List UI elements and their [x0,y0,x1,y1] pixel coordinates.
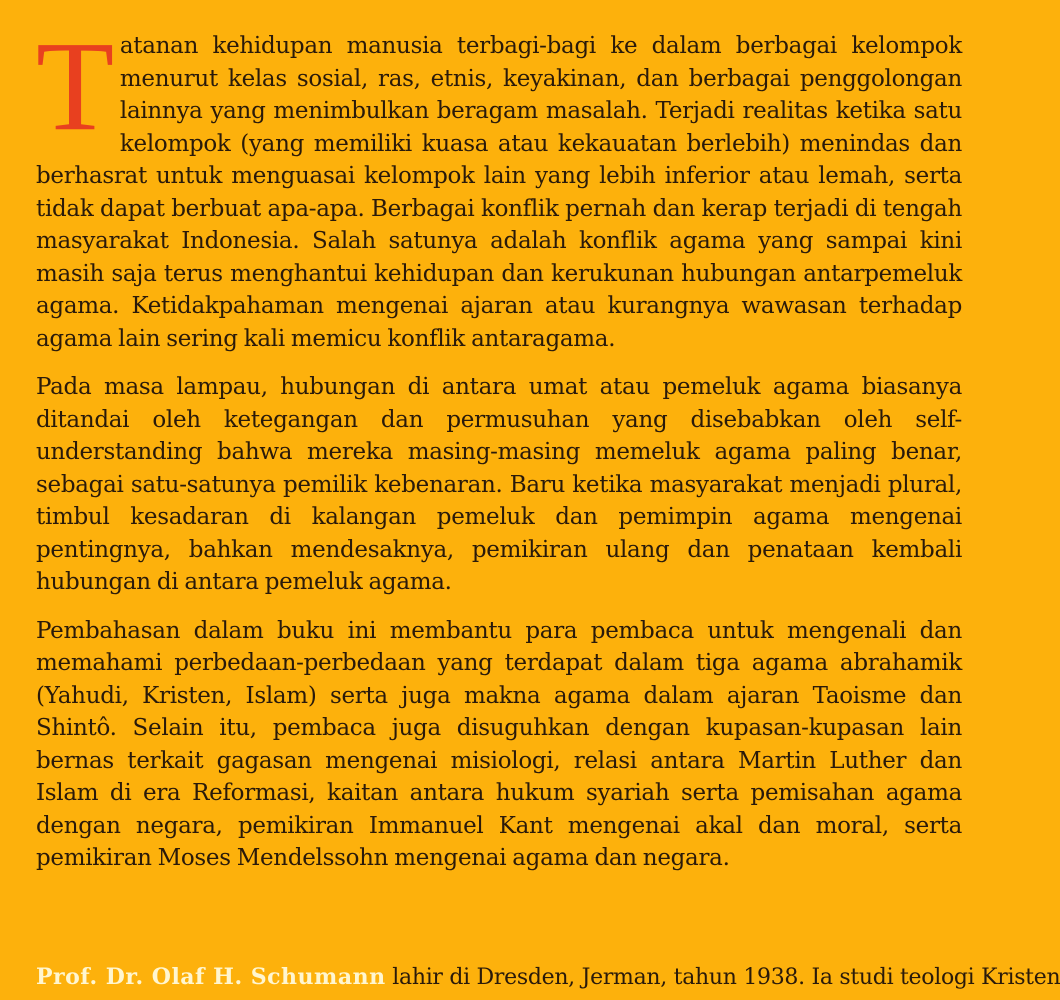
paragraph-3: Pembahasan dalam buku ini membantu para pembaca untuk mengenali dan memahami perbedaan-perbedaan yang terdapat dalam tiga agama abrahamik (Yahudi, Kristen, Islam) serta juga makna agama dalam ajaran Taoisme dan Shintô. Selain itu, pembaca juga disuguhkan dengan kupasan-kupasan lain bernas terkait gagasan mengenai misiologi, relasi antara Martin Luther dan Islam di era Reformasi, kaitan antara hukum syariah serta pemisahan agama dengan negara, pemikiran Immanuel Kant mengenai akal dan moral, serta pemikiran Moses Mendelssohn mengenai agama dan negara. [36,617,962,871]
author-bio-line [36,962,1060,993]
author-bio-text: lahir di Dresden, Jerman, tahun 1938. Ia studi teologi Kristen [385,965,1060,990]
drop-cap: T [36,15,114,157]
paragraph-1-text: atanan kehidupan manusia terbagi-bagi ke dalam berbagai kelompok menurut kelas sosial, ras, etnis, keyakinan, dan berbagai penggolongan lainnya yang menimbulkan beragam masalah. Terjadi realitas ketika satu kelompok (yang memiliki kuasa atau kekauatan berlebih) menindas dan berhasrat untuk menguasai kelompok lain yang lebih inferior atau lemah, serta tidak dapat berbuat apa-apa. Berbagai konflik pernah dan kerap terjadi di tengah masyarakat Indonesia. Salah satunya adalah konflik agama yang sampai kini masih saja terus menghantui kehidupan dan kerukunan hubungan antarpemeluk agama. Ketidakpahaman mengenai ajaran atau kurangnya wawasan terhadap agama lain sering kali memicu konflik antaragama. [36,33,962,352]
back-cover-blurb [36,15,962,875]
paragraph-1 [36,15,962,355]
author-name: Prof. Dr. Olaf H. Schumann [36,964,386,990]
paragraph-2: Pada masa lampau, hubungan di antara umat atau pemeluk agama biasanya ditandai oleh ketegangan dan permusuhan yang disebabkan oleh self-understanding bahwa mereka masing-masing memeluk agama paling benar, sebagai satu-satunya pemilik kebenaran. Baru ketika masyarakat menjadi plural, timbul kesadaran di kalangan pemeluk dan pemimpin agama mengenai pentingnya, bahkan mendesaknya, pemikiran ulang dan penataan kembali hubungan di antara pemeluk agama. [36,374,962,595]
